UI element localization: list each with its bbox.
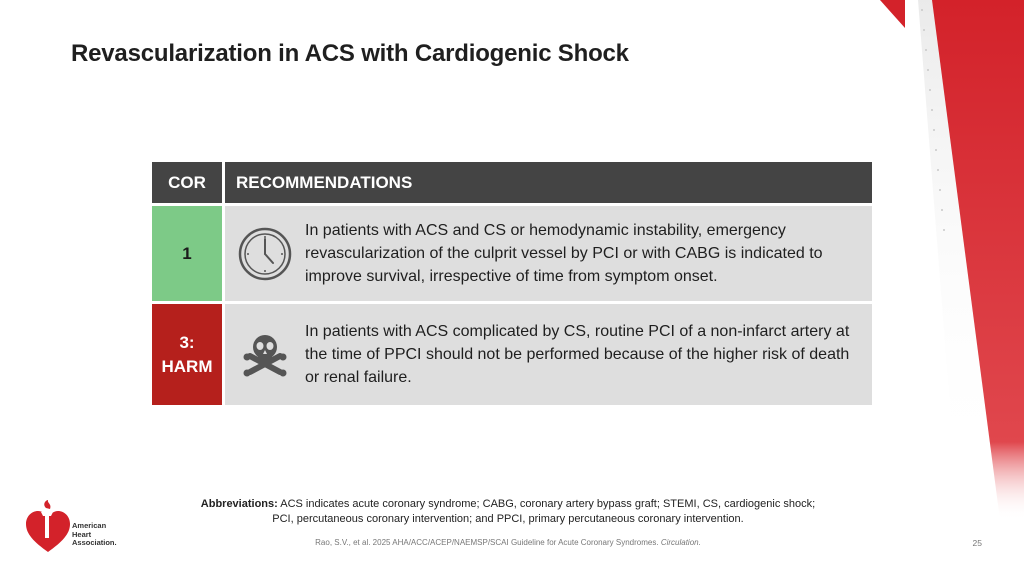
abbrev-label: Abbreviations:: [200, 498, 278, 510]
skull-crossbones-icon: [243, 331, 287, 379]
cor-class-3-harm: [152, 304, 222, 405]
page-number: 25: [972, 538, 982, 548]
header-cor: COR: [152, 162, 222, 203]
abbrev-line1: ACS indicates acute coronary syndrome; CABG, coronary artery bypass graft; STEMI, CS, cardiogenic shock;: [280, 498, 816, 510]
cor-label-line1: 3:: [179, 332, 195, 352]
cor-label: 1: [182, 243, 192, 263]
recommendation-text: In patients with ACS complicated by CS, routine PCI of a non-infarct artery at the time of PPCI should not be performed because of the higher risk of death or renal failure.: [305, 323, 850, 386]
clock-icon: [237, 226, 293, 282]
cor-class-1: [152, 206, 222, 301]
table-header: [152, 162, 872, 203]
logo-text: American Heart Association.: [72, 521, 117, 547]
recommendation-table: [152, 162, 872, 405]
cor-label-line2: HARM: [161, 356, 213, 376]
header-recommendations: RECOMMENDATIONS: [225, 162, 872, 203]
table-row: [152, 304, 872, 405]
table-row: [152, 206, 872, 301]
citation-journal: Circulation.: [660, 538, 701, 547]
abbrev-line2: PCI, percutaneous coronary intervention; and PPCI, primary percutaneous coronary intervention.: [272, 513, 744, 525]
abbreviations-footnote: [150, 497, 866, 527]
citation: [200, 538, 816, 547]
recommendation-text: In patients with ACS and CS or hemodynamic instability, emergency revascularization of the culprit vessel by PCI or with CABG is indicated to improve survival, irrespective of time from symptom onset.: [305, 222, 823, 285]
recommendation-cell: [225, 206, 872, 301]
recommendation-cell: [225, 304, 872, 405]
citation-text: Rao, S.V., et al. 2025 AHA/ACC/ACEP/NAEMSP/SCAI Guideline for Acute Coronary Syndromes.: [315, 538, 659, 547]
slide-title: Revascularization in ACS with Cardiogenic Shock: [71, 40, 629, 67]
